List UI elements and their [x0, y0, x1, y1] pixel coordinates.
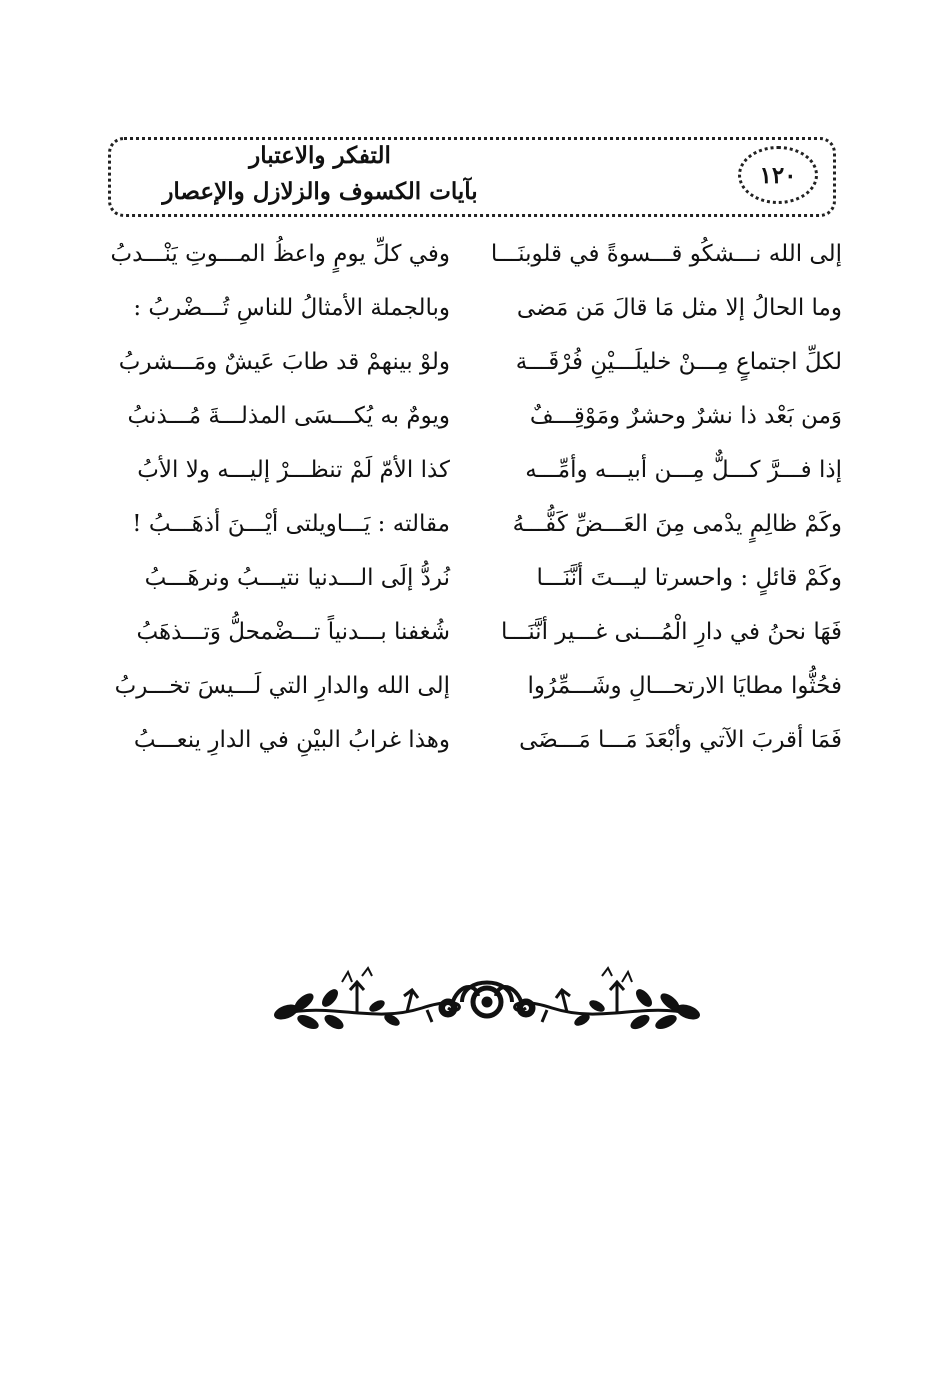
verse-line: وما الحالُ إلا مثل مَا قالَ مَن مَضى: [516, 295, 842, 321]
verse-line: كذا الأمّ لَمْ تنظـــرْ إليـــه ولا الأبُ: [137, 457, 450, 483]
verse-line: وكَمْ قائلٍ : واحسرتا ليـــتَ أنَّنَـــا: [536, 565, 842, 591]
verse-line: فَهَا نحنُ في دارِ الْمُـــنى غـــير أنَّنَـــا: [501, 619, 842, 645]
verse-line: وهذا غرابُ البيْنِ في الدارِ ينعـــبُ: [133, 727, 450, 753]
verse-line: ويومٌ به يُكـــسَى المذلـــةَ مُـــذنبُ: [127, 403, 450, 429]
verse-line: مقالته : يَـــاويلتى أيْـــنَ أذهَـــبُ !: [132, 511, 450, 537]
verse-line: ولوْ بينهمْ قد طابَ عَيشٌ ومَـــشربُ: [118, 349, 450, 375]
running-subtitle: بآيات الكسوف والزلازل والإعصار: [162, 178, 478, 205]
verse-line: وَمن بَعْد ذا نشرٌ وحشرٌ ومَوْقِـــفٌ: [529, 403, 842, 429]
verse-line: نُردُّ إلَى الـــدنيا نتيـــبُ ونرهَـــبُ: [144, 565, 450, 591]
verse-line: إلى الله نـــشكُو قـــسوةً في قلوبنَـــا: [490, 241, 842, 267]
poem-column-left: [110, 226, 450, 753]
page-number: ١٢٠: [738, 146, 818, 204]
verse-line: وبالجملة الأمثالُ للناسِ تُـــضْربُ :: [133, 295, 450, 321]
verse-line: فَمَا أقربَ الآتي وأبْعَدَ مَـــا مَـــضَى: [519, 727, 842, 753]
verse-line: شُغفنا بـــدنياً تـــضْمحلُّ وَتـــذهَبُ: [136, 619, 450, 645]
verse-line: وفي كلِّ يومٍ واعظُ المـــوتِ يَنْـــدبُ: [110, 241, 450, 267]
verse-line: إلى الله والدارِ التي لَـــيسَ تخـــربُ: [114, 673, 450, 699]
floral-ornament-icon: [262, 962, 712, 1036]
poem-column-right: [490, 226, 842, 753]
verse-line: فحُثُّوا مطايَا الارتحـــالِ وشَـــمِّرُوا: [527, 673, 842, 699]
running-title: التفكر والاعتبار: [249, 142, 391, 169]
verse-line: وكَمْ ظالِمٍ يدْمى مِنَ العَـــضِّ كَفُّـــهُ: [512, 511, 842, 537]
verse-line: إذا فـــرَّ كـــلٌّ مِـــن أبيـــه وأمِّـــه: [525, 457, 842, 483]
verse-line: لكلِّ اجتماعٍ مِـــنْ خليلَـــيْنِ فُرْقَـــة: [515, 349, 842, 375]
